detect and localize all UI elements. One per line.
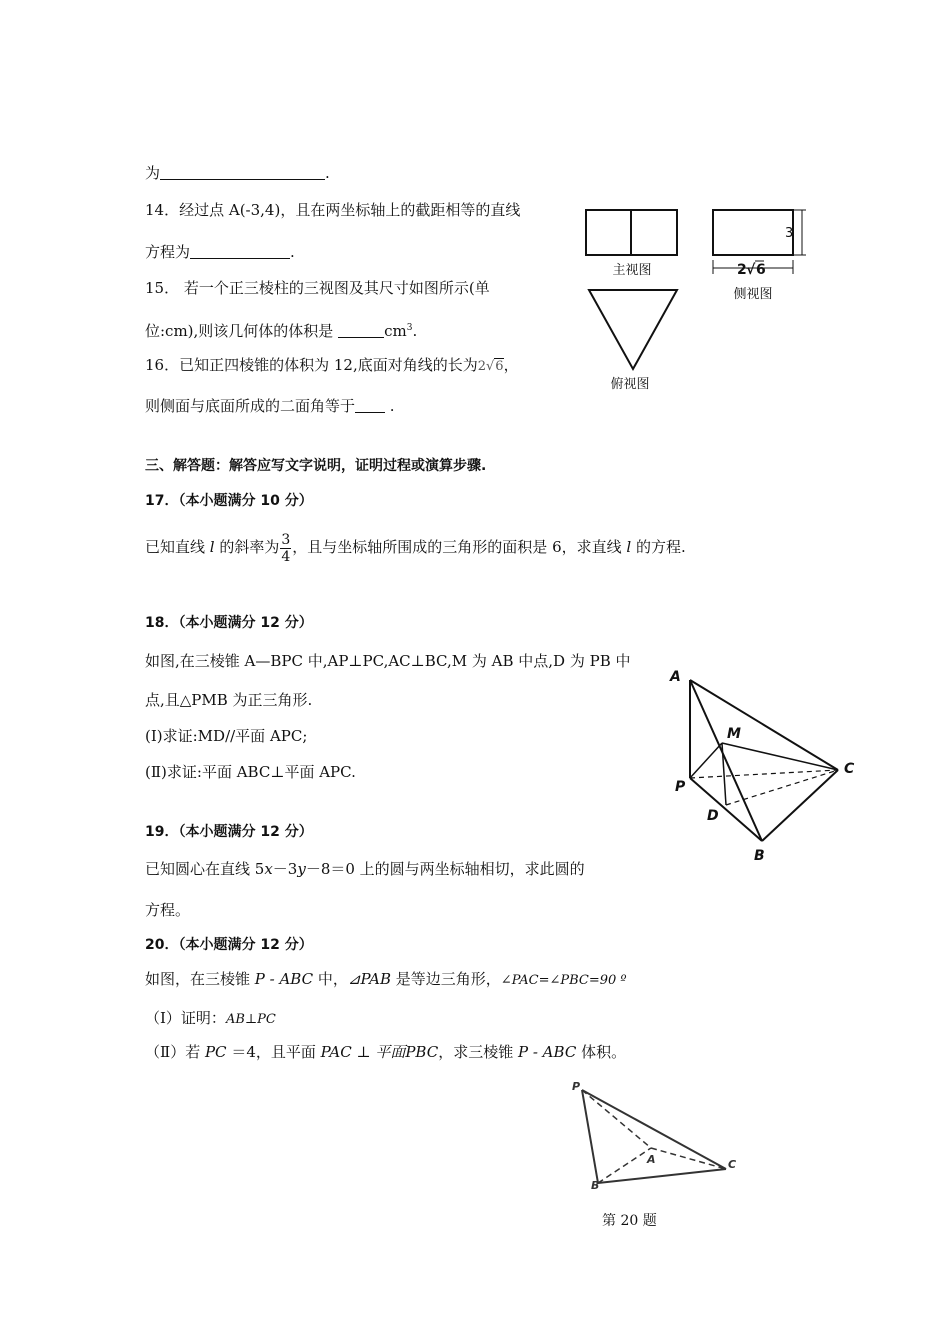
q20-line1 [145,969,627,991]
fig20-label-p: P [572,1080,581,1093]
fig20-caption: 第 20 题 [602,1213,657,1229]
q19-text-a: 已知圆心在直线 5 [145,860,265,878]
q15-line1: 15． 若一个正三棱柱的三视图及其尺寸如图所示(单 [145,279,490,297]
q19-var-x: x [264,860,273,878]
q16-coef: 2 [477,359,486,374]
top-view-label: 俯视图 [610,377,650,392]
figure-18 [660,660,870,870]
q17-fraction [280,532,291,565]
q20-text-a: 如图，在三棱锥 [145,970,255,988]
q20-title: 20．（本小题满分 12 分） [145,937,313,953]
q20-part1-stmt: AB⊥PC [225,1012,276,1027]
q15-answer-blank[interactable] [338,323,384,338]
fig20-label-c: C [728,1158,737,1171]
side-view [713,210,793,255]
q20-part2-text-d: 体积。 [576,1043,627,1061]
figure-20 [560,1075,760,1200]
q16-prefix: 16．已知正四棱锥的体积为 12,底面对角线的长为 [145,356,478,374]
q17-body [145,528,686,566]
q20-part2 [145,1042,626,1062]
q17-text-c: ，且与坐标轴所围成的三角形的面积是 6，求直线 [292,538,627,556]
q16-line1: 16．已知正四棱锥的体积为 12,底面对角线的长为2√6， [145,356,519,374]
q16-line2 [145,396,395,416]
width-coef: 2 [737,262,747,278]
q20-part2-prefix: （Ⅱ）若 [145,1043,205,1061]
q20-text-c: 是等边三角形， [391,970,501,988]
q19-line2: 方程。 [145,901,191,919]
fig18-label-p: P [675,779,686,795]
q13-tail [145,163,330,183]
q18-part2: (Ⅱ)求证:平面 ABC⊥平面 APC. [145,763,356,781]
q17-title: 17．（本小题满分 10 分） [145,493,313,509]
q20-part1-prefix: （Ⅰ）证明： [145,1009,226,1027]
fig18-label-b: B [754,848,765,864]
q20-angles: ∠PAC=∠PBC=90 º [500,973,627,988]
q14-line1: 14．经过点 A(-3,4)，且在两坐标轴上的截距相等的直线 [145,201,521,219]
q20-plane1: PAC [320,1043,352,1061]
q17-den: 4 [281,548,291,565]
front-view-label: 主视图 [612,263,652,278]
q19-text-b: －3 [272,860,298,878]
side-view-label: 侧视图 [733,287,773,302]
q13-suffix: . [325,164,330,182]
q20-pyramid: P - ABC [254,970,314,988]
q15-unit: cm [384,322,407,340]
q16-suffix: ， [503,356,519,374]
q18-title: 18．（本小题满分 12 分） [145,615,313,631]
q13-answer-blank[interactable] [160,165,325,180]
fig18-label-d: D [707,808,719,824]
q20-plane2: 平面PBC [375,1043,439,1061]
top-view [589,290,677,369]
q19-var-y: y [297,860,306,878]
q15-suffix: . [412,322,418,340]
q17-var-l2: l [626,538,632,556]
q19-text-c: －8＝0 上的圆与两坐标轴相切，求此圆的 [305,860,585,878]
q14-suffix: . [290,243,295,261]
fig20-label-a: A [647,1153,656,1166]
q17-num: 3 [281,531,291,548]
q15-prefix: 位:cm),则该几何体的体积是 [145,322,339,340]
height-label: 3 [785,226,794,241]
q17-text-a: 已知直线 [145,538,210,556]
q14-prefix: 方程为 [145,243,191,261]
section3-heading: 三、解答题：解答应写文字说明，证明过程或演算步骤. [145,458,487,474]
q20-perp: ⊥ [351,1043,376,1061]
q16-line2-suffix: . [385,397,395,415]
q17-text-b: 的斜率为 [214,538,280,556]
width-radicand: 6 [756,262,766,278]
q20-triangle: ⊿PAB [347,970,392,988]
fig18-label-a: A [670,669,681,685]
q17-var-l: l [209,538,215,556]
svg-text:√: √ [746,262,756,278]
q20-part2-text-c: ，求三棱锥 [438,1043,518,1061]
fig20-label-b: B [591,1179,600,1192]
q16-line2-prefix: 则侧面与底面所成的二面角等于 [145,397,356,415]
q15-unit-sup: 3 [406,323,413,333]
q16-radicand: 6 [495,359,504,374]
q20-part1 [145,1008,276,1030]
q15-line2 [145,318,417,341]
q14-answer-blank[interactable] [190,244,290,259]
q14-line2 [145,242,295,262]
q18-part1: (Ⅰ)求证:MD//平面 APC; [145,727,308,745]
q19-title: 19．（本小题满分 12 分） [145,824,313,840]
q18-line2: 点,且△PMB 为正三角形. [145,691,313,709]
q18-line1: 如图,在三棱锥 A—BPC 中,AP⊥PC,AC⊥BC,M 为 AB 中点,D 为 PB 中 [145,652,631,670]
q17-text-d: 的方程. [631,538,686,556]
q20-text-b: 中， [313,970,348,988]
q19-line1 [145,859,585,879]
q16-answer-blank[interactable] [355,398,385,413]
q20-pyramid2: P - ABC [517,1043,577,1061]
q20-part2-text-b: ＝4，且平面 [226,1043,321,1061]
q13-prefix: 为 [145,164,161,182]
q20-pc: PC [204,1043,227,1061]
fig18-label-c: C [844,761,855,777]
fig18-label-m: M [727,726,741,742]
three-views-figure [580,200,850,400]
